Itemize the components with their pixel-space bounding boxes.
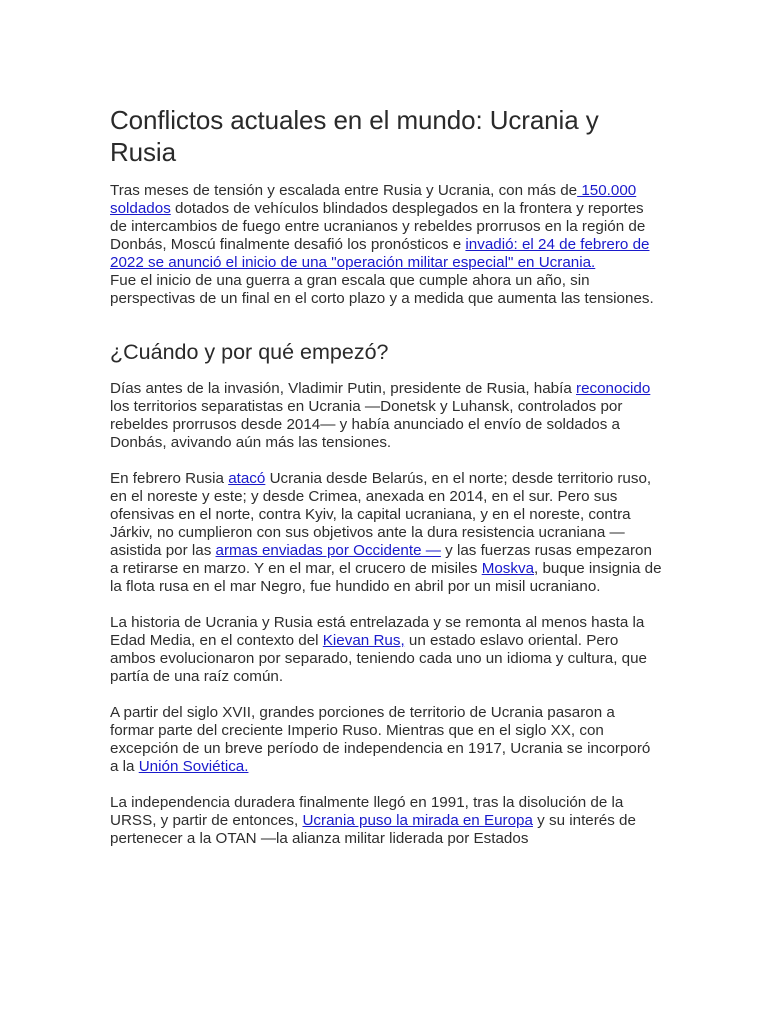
text-span: dotados de vehículos blindados desplegados en la frontera y reportes de intercambios de fuego entre ucranianos y rebeldes prorrusos en la región de Donbás, Moscú finalmente desafió los pronósticos e	[110, 200, 646, 253]
text-span: Días antes de la invasión, Vladimir Putin, presidente de Rusia, había	[110, 380, 577, 397]
intro-paragraph-2: Fue el inicio de una guerra a gran escala que cumple ahora un año, sin perspectivas de un final en el corto plazo y a medida que aumenta las tensiones.	[110, 272, 654, 307]
paragraph-5	[110, 794, 662, 848]
page-title: Conflictos actuales en el mundo: Ucrania y Rusia	[110, 105, 599, 167]
text-span: y su interés de pertenecer a la OTAN —la alianza militar liderada por Estados	[110, 812, 636, 847]
section-heading: ¿Cuándo y por qué empezó?	[110, 340, 389, 364]
paragraph-4	[110, 704, 662, 776]
paragraph-1	[110, 380, 662, 452]
link-ucrania-europa[interactable]: Ucrania puso la mirada en Europa	[302, 812, 533, 829]
link-armas-occidente[interactable]: armas enviadas por Occidente —	[215, 542, 441, 559]
text-span: Ucrania desde Belarús, en el norte; desde territorio ruso, en el noreste y este; y desde Crimea, anexada en 2014, en el sur. Pero sus ofensivas en el norte, contra Kyiv, la capital ucraniana, y en el noreste, contra Járkiv, no cumplieron con sus objetivos ante la dura resistencia ucraniana —asistida por las	[110, 470, 652, 559]
link-moskva[interactable]: Moskva	[481, 560, 535, 577]
link-150000-soldados[interactable]: 150.000 soldados	[110, 182, 637, 217]
text-span: Tras meses de tensión y escalada entre Rusia y Ucrania, con más de	[110, 182, 578, 199]
text-span: y las fuerzas rusas empezaron a retirarse en marzo. Y en el mar, el crucero de misiles	[110, 542, 652, 577]
link-ataco[interactable]: atacó	[228, 470, 266, 487]
link-invadio[interactable]: invadió: el 24 de febrero de 2022 se anunció el inicio de una "operación militar especial" en Ucrania.	[110, 236, 650, 271]
link-reconocido[interactable]: reconocido	[576, 380, 651, 397]
intro-paragraph	[110, 182, 662, 272]
article	[110, 104, 662, 848]
text-span: los territorios separatistas en Ucrania —Donetsk y Luhansk, controlados por rebeldes prorrusos desde 2014— y había anunciado el envío de soldados a Donbás, avivando aún más las tensiones.	[110, 398, 623, 451]
text-span: La historia de Ucrania y Rusia está entrelazada y se remonta al menos hasta la Edad Media, en el contexto del	[110, 614, 645, 649]
text-span: En febrero Rusia	[110, 470, 229, 487]
paragraph-3	[110, 614, 662, 686]
text-span: un estado eslavo oriental. Pero ambos evolucionaron por separado, teniendo cada uno un idioma y cultura, que partía de una raíz común.	[110, 632, 647, 685]
text-span: A partir del siglo XVII, grandes porciones de territorio de Ucrania pasaron a formar parte del creciente Imperio Ruso. Mientras que en el siglo XX, con excepción de un breve período de independencia en 1917, Ucrania se incorporó a la	[110, 704, 651, 775]
text-span: La independencia duradera finalmente llegó en 1991, tras la disolución de la URSS, y partir de entonces,	[110, 794, 624, 829]
link-kievan-rus[interactable]: Kievan Rus,	[322, 632, 405, 649]
link-union-sovietica[interactable]: Unión Soviética.	[138, 758, 249, 775]
paragraph-2	[110, 470, 662, 596]
text-span: , buque insignia de la flota rusa en el mar Negro, fue hundido en abril por un misil ucraniano.	[110, 560, 662, 595]
